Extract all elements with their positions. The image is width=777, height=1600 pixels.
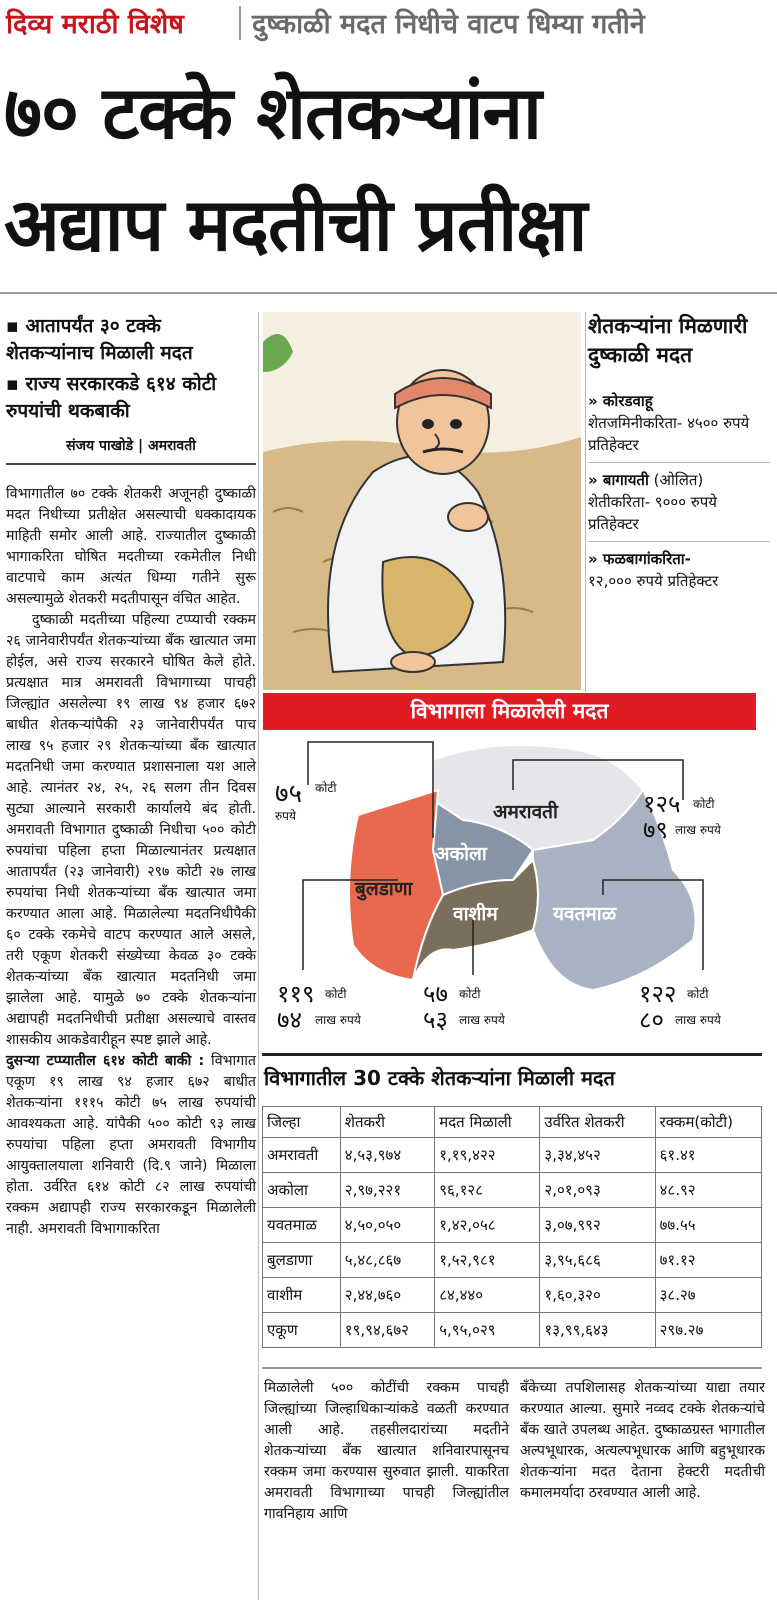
amount-yavatmal-unit2: लाख रुपये <box>675 1013 721 1027</box>
table-cell: ६१.४१ <box>655 1138 761 1173</box>
table-header-cell: जिल्हा <box>263 1107 341 1138</box>
highlight-item: ▪ आतापर्यंत ३० टक्के शेतकऱ्यांनाच मिळाली मदत <box>6 315 193 364</box>
column-divider <box>258 312 259 1600</box>
amount-washim-big2: ५३ <box>423 1006 448 1034</box>
amount-buldhana-unit2: लाख रुपये <box>315 1013 361 1027</box>
table-cell: २,९७,२२१ <box>340 1173 434 1208</box>
sidebar-item-head: » कोरडवाहू <box>588 392 653 410</box>
label-yavatmal: यवतमाळ <box>553 903 617 925</box>
map-banner: विभागाला मिळालेली मदत <box>263 693 756 730</box>
paragraph: मिळालेली ५०० कोटींची रक्कम पाचही जिल्ह्यांच्या जिल्हाधिकाऱ्यांकडे वळती करण्यात आली आहे. तहसीलदारांच्या मदतीने शेतकऱ्यांच्या बँक खात्यात शनिवारपासूनच रक्कम जमा करण्यास सुरुवात झाली. याकरिता अमरावती विभागाच्या पाचही जिल्ह्यांतील गावनिहाय आणि <box>264 1380 509 1522</box>
table-header-cell: शेतकरी <box>340 1107 434 1138</box>
sidebar-item <box>588 384 770 463</box>
sidebar-item <box>588 463 770 542</box>
sidebar-divider <box>585 312 586 692</box>
table-cell: १३,९९,६४३ <box>540 1313 655 1348</box>
article-body-col3 <box>520 1378 765 1504</box>
amount-washim-big1: ५७ <box>423 980 448 1008</box>
main-headline <box>4 58 774 282</box>
paragraph: विभागातील ७० टक्के शेतकरी अजूनही दुष्काळी मदत निधीच्या प्रतीक्षेत असल्याची धक्कादायक माहिती समोर आली आहे. राज्यातील दुष्काळी भागाकरिता घोषित मदतीच्या रकमेतील निधी वाटपाचे काम अत्यंत धिम्या गतीने सुरू असल्यामुळे शेतकरी मदतीपासून वंचित आहेत. <box>6 486 256 607</box>
table-cell: ७७.५५ <box>655 1208 761 1243</box>
table-row <box>263 1243 762 1278</box>
table-cell: ५,४८,८६७ <box>340 1243 434 1278</box>
sidebar-item-text: (ओलित) शेतीकरिता- ९००० रुपये प्रतिहेक्टर <box>588 471 717 533</box>
amount-buldhana-big2: ७४ <box>277 1006 302 1034</box>
table-row <box>263 1278 762 1313</box>
paragraph <box>6 1051 256 1240</box>
sidebar-title: शेतकऱ्यांना मिळणारी दुष्काळी मदत <box>588 314 748 367</box>
sidebar-item-text: शेतजमिनीकरिता- ४५०० रुपये प्रतिहेक्टर <box>588 414 750 454</box>
headline-line-1: ७० टक्के शेतकऱ्यांना <box>4 71 541 156</box>
table-cell: २,४४,७६० <box>340 1278 434 1313</box>
sidebar-item <box>588 542 770 598</box>
table-header-cell: मदत मिळाली <box>435 1107 540 1138</box>
header-separator <box>239 6 241 40</box>
amount-akola-big: ७५ <box>275 779 303 809</box>
table-cell: १९,९४,६७२ <box>340 1313 434 1348</box>
table-cell: ३,०७,९९२ <box>540 1208 655 1243</box>
label-buldhana: बुलडाणा <box>355 878 413 900</box>
byline: संजय पाखोडे | अमरावती <box>66 438 196 454</box>
table-cell: बुलडाणा <box>263 1243 341 1278</box>
table-row <box>263 1138 762 1173</box>
table-row <box>263 1208 762 1243</box>
article-body-left <box>6 484 256 1240</box>
amount-akola-unit2: रुपये <box>275 809 296 823</box>
district-map <box>263 730 763 1050</box>
table-cell: ८४,४४० <box>435 1278 540 1313</box>
table-top-rule <box>262 1053 762 1056</box>
amount-yavatmal-unit1: कोटी <box>687 987 709 1001</box>
amount-amravati-unit2: लाख रुपये <box>675 823 721 837</box>
paragraph: बँकेच्या तपशिलासह शेतकऱ्यांच्या याद्या तयार करण्यात आल्या. सुमारे नव्वद टक्के शेतकऱ्यांचे बँक खाते उपलब्ध आहेत. दुष्काळग्रस्त भागातील अल्पभूधारक, अत्यल्पभूधारक आणि बहुभूधारक शेतकऱ्यांना मदत देताना हेक्टरी मदतीची कमालमर्यादा ठरवण्यात आली आहे. <box>520 1380 765 1501</box>
label-washim: वाशीम <box>453 903 498 925</box>
amount-amravati-big1: १२५ <box>643 790 681 818</box>
table-cell: ९६,१२८ <box>435 1173 540 1208</box>
table-cell: ४,५३,९७४ <box>340 1138 434 1173</box>
table-cell: अकोला <box>263 1173 341 1208</box>
table-header-cell: उर्वरित शेतकरी <box>540 1107 655 1138</box>
sidebar-item-head: » बागायती <box>588 471 649 489</box>
kicker-headline: दुष्काळी मदत निधीचे वाटप धिम्या गतीने <box>252 9 645 40</box>
amount-buldhana-unit1: कोटी <box>325 987 347 1001</box>
paragraph: दुष्काळी मदतीच्या पहिल्या टप्प्याची रक्कम २६ जानेवारीपर्यंत शेतकऱ्यांच्या बँक खात्यात जमा होईल, असे राज्य सरकारने घोषित केले होते. प्रत्यक्षात मात्र अमरावती विभागाच्या पाचही जिल्ह्यांत असलेल्या १९ लाख ९४ हजार ६७२ बाधीत शेतकऱ्यांपैकी २३ जानेवारीपर्यंत पाच लाख ९५ हजार २९ शेतकऱ्यांच्या बँक खात्यात मदतनिधी जमा करण्यात प्रशासनाला यश आले आहे. त्यानंतर २४, २५, २६ सलग तीन दिवस सुट्या आल्याने सरकारी कार्यालये बंद होती. अमरावती विभागात दुष्काळी निधीचा ५०० कोटी रुपयांचा पहिला हप्ता मिळाल्यानंतर प्रत्यक्षात आतापर्यंत (२३ जानेवारी) २९७ कोटी २७ लाख रुपयांचा निधी शेतकऱ्यांच्या बँक खात्यात जमा करण्यात आला आहे. मिळालेल्या मदतनिधीपैकी ६० टक्के रकमेचे वाटप करण्यात आले असले, तरी एकूण शेतकरी संख्येच्या केवळ ३० टक्के शेतकऱ्यांच्या बँक खात्यात मदतनिधी जमा झालेला आहे. यामुळे ७० टक्के शेतकऱ्यांना अद्यापही मदतनिधीची प्रतीक्षा असल्याचे वास्तव शासकीय आकडेवारीहून स्पष्ट झाले आहे. <box>6 612 256 1048</box>
table-cell: १,६०,३२० <box>540 1278 655 1313</box>
header-divider <box>0 292 777 294</box>
farmer-cartoon-image <box>263 312 581 690</box>
table-cell: ४८.९२ <box>655 1173 761 1208</box>
table-cell: १,१९,४२२ <box>435 1138 540 1173</box>
table-cell: ७१.१२ <box>655 1243 761 1278</box>
amount-akola-unit1: कोटी <box>315 781 337 795</box>
table-title: विभागातील 30 टक्के शेतकऱ्यांना मिळाली मदत <box>264 1066 615 1090</box>
table-cell: ५,९५,०२९ <box>435 1313 540 1348</box>
table-cell: ३८.२७ <box>655 1278 761 1313</box>
table-cell: २९७.२७ <box>655 1313 761 1348</box>
table-cell: ४,५०,०५० <box>340 1208 434 1243</box>
amount-buldhana-big1: ११९ <box>277 980 315 1008</box>
table-cell: १,४२,०५८ <box>435 1208 540 1243</box>
sidebar-item-head: » फळबागांकरिता- <box>588 550 691 568</box>
table-header-row <box>263 1107 762 1138</box>
table-cell: अमरावती <box>263 1138 341 1173</box>
highlights <box>6 313 254 429</box>
amount-yavatmal-big2: ८० <box>639 1006 664 1034</box>
table-cell: यवतमाळ <box>263 1208 341 1243</box>
sidebar-item-text: १२,००० रुपये प्रतिहेक्टर <box>588 572 719 590</box>
table-cell: वाशीम <box>263 1278 341 1313</box>
article-body-col2 <box>264 1378 509 1525</box>
amount-washim-unit1: कोटी <box>459 987 481 1001</box>
table-cell: २,०१,०९३ <box>540 1173 655 1208</box>
label-amravati: अमरावती <box>493 801 558 823</box>
table-row <box>263 1173 762 1208</box>
byline-divider <box>6 463 256 465</box>
table-cell: एकूण <box>263 1313 341 1348</box>
table-cell: ३,९५,६८६ <box>540 1243 655 1278</box>
paragraph-text: विभागात एकूण १९ लाख ९४ हजार ६७२ बाधीत शेतकऱ्यांना १११५ कोटी ७५ लाख रुपयांची आवश्यकता आहे. यांपैकी ५०० कोटी ९३ लाख रुपयांचा पहिला हप्ता अमरावती विभागीय आयुक्तालयाला शनिवारी (दि.९ जाने) मिळाला होता. उर्वरित ६१४ कोटी ८२ लाख रुपयांची रक्कम अद्यापही राज्य सरकारकडून मिळालेली नाही. अमरावती विभागाकरिता <box>6 1053 256 1237</box>
table-cell: ३,३४,४५२ <box>540 1138 655 1173</box>
brand-label: दिव्य मराठी विशेष <box>6 9 184 40</box>
amount-amravati-big2: ७९ <box>643 816 668 844</box>
relief-table <box>262 1106 762 1348</box>
table-bottom-rule <box>262 1367 762 1369</box>
table-header-cell: रक्कम(कोटी) <box>655 1107 761 1138</box>
amount-amravati-unit1: कोटी <box>693 797 715 811</box>
label-akola: अकोला <box>435 843 487 865</box>
highlight-item: ▪ राज्य सरकारकडे ६१४ कोटी रुपयांची थकबाकी <box>6 373 217 422</box>
table-total-row <box>263 1313 762 1348</box>
amount-yavatmal-big1: १२२ <box>639 980 677 1008</box>
relief-sidebar <box>588 312 770 598</box>
amount-washim-unit2: लाख रुपये <box>459 1013 505 1027</box>
subhead: दुसऱ्या टप्प्यातील ६१४ कोटी बाकी : <box>6 1053 205 1069</box>
table-cell: १,५२,९८१ <box>435 1243 540 1278</box>
headline-line-2: अद्याप मदतीची प्रतीक्षा <box>4 183 587 268</box>
